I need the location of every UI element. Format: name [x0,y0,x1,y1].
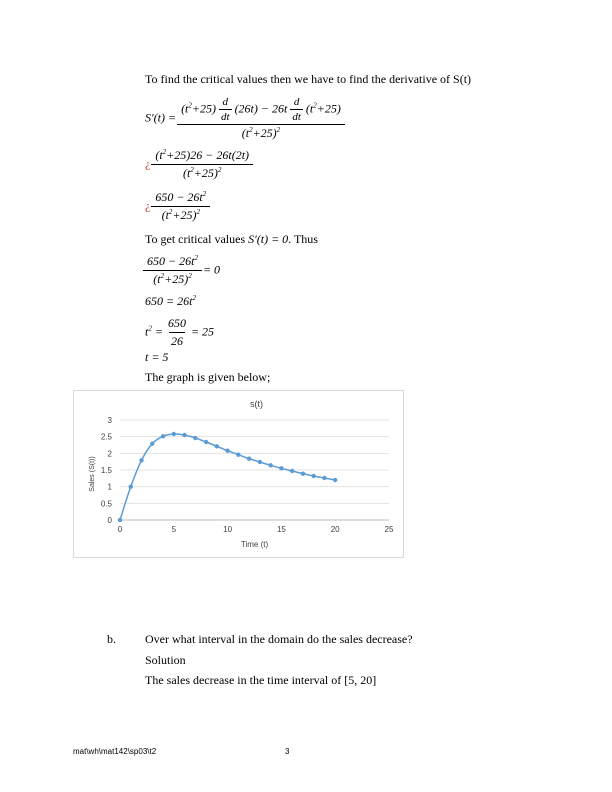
x-tick-label: 10 [223,525,233,534]
eq2-num-b: +25)26 − 26t(2t) [166,148,250,162]
eq2-fraction [153,148,251,181]
eq1-sq-3: 2 [249,126,253,134]
chart-svg [74,391,403,557]
data-point [236,452,240,456]
eq2-sq-1: 2 [162,148,167,156]
data-point [333,478,337,482]
eq1-d-dt-1 [219,96,232,123]
sales-chart [73,390,404,558]
eq1-num-a: (t [181,101,189,116]
eq4-fraction [145,254,200,287]
y-tick-label: 0 [107,516,112,525]
simplified-equation-2 [145,190,208,223]
eq3-sq-2: 2 [168,208,173,216]
data-point [182,433,186,437]
eq4-sq-3: 2 [188,272,192,280]
eq1-num-g: +25) [316,101,341,116]
eq3-sq-1: 2 [202,190,207,198]
data-point [129,484,133,488]
equation-t-squared [145,316,214,349]
eq5-text: 650 = 26t [145,294,193,308]
eq6-num: 650 [167,316,186,330]
eq1-den-a: (t [241,126,250,140]
eq4-den-b: +25) [164,272,189,286]
eq6-rhs: = 25 [190,324,215,339]
eq3-fraction [153,190,208,223]
x-tick-label: 15 [276,525,286,534]
eq6-sq: 2 [148,324,152,333]
eq2-sq-3: 2 [217,166,222,174]
y-tick-label: 2 [107,449,112,459]
y-tick-label: 0.5 [100,499,112,509]
data-point [268,463,272,467]
y-axis-label: Sales (S(t)) [89,456,96,492]
eq3-mark: ¿ [145,198,151,213]
data-point [322,476,326,480]
equation-650 [145,294,196,309]
data-point [215,444,219,448]
series-line [120,434,335,520]
data-point [247,456,251,460]
footer-path: mat\wh\mat142\sp03\t2 [73,747,157,756]
x-tick-label: 25 [384,525,394,534]
data-point [290,469,294,473]
data-point [301,471,305,475]
critical-text-a: To get critical values [145,232,246,246]
derivative-equation [145,96,343,141]
eq2-den-b: +25) [193,166,218,180]
y-tick-label: 2.5 [100,432,112,442]
eq3-den-b: +25) [172,208,197,222]
data-point [193,436,197,440]
x-tick-label: 0 [117,525,123,534]
data-point [118,518,122,522]
critical-expression: S′(t) = 0 [248,232,289,246]
zero-equation [145,254,220,287]
x-tick-label: 5 [171,525,177,534]
eq2-den-a: (t [182,166,191,180]
eq1-sq-4: 2 [276,126,281,134]
eq1-d-dt-2 [290,96,303,123]
eq4-sq-1: 2 [194,254,198,262]
part-b-question: Over what interval in the domain do the sales decrease? [145,632,413,646]
y-tick-label: 3 [107,416,112,425]
data-point [311,474,315,478]
eq4-num-a: 650 − 26t [147,254,195,268]
chart-title: s(t) [250,399,263,409]
eq1-num-f: (t [305,101,314,116]
eq4-sq-2: 2 [160,272,165,280]
solution-label: Solution [145,653,186,667]
eq1-fraction [179,96,343,141]
data-point [150,441,154,445]
data-point [139,458,143,462]
y-tick-label: 1.5 [100,466,112,475]
eq4-den-a: (t [153,272,161,286]
answer-text: The sales decrease in the time interval of [5, 20] [145,673,377,687]
eq2-sq-2: 2 [190,166,194,174]
eq1-d: d [222,96,229,108]
eq1-lhs: S′(t) = [145,110,177,125]
page-number: 3 [285,747,290,756]
eq1-dt: dt [221,111,230,123]
data-point [279,466,283,470]
eq6-equals: = [151,324,166,339]
eq1-d-2: d [293,96,300,108]
eq1-den-b: +25) [252,126,277,140]
eq6-lhs-t: t [145,324,149,339]
eq5-sq: 2 [192,294,196,302]
part-b-label: b. [107,632,116,646]
data-point [172,432,176,436]
x-axis-label: Time (t) [240,540,269,549]
intro-text: To find the critical values then we have to find the derivative of S(t) [145,72,472,86]
eq1-sq-1: 2 [188,101,192,110]
graph-intro-text: The graph is given below; [145,370,271,384]
eq2-num-a: (t [155,148,163,162]
y-tick-label: 1 [107,482,112,492]
simplified-equation-1 [145,148,251,181]
eq3-den-a: (t [161,208,169,222]
data-point [258,460,262,464]
eq6-fraction [166,316,188,349]
equation-t-equals-5: t = 5 [145,350,169,364]
eq3-num-a: 650 − 26t [155,190,203,204]
eq1-dt-2: dt [292,111,301,123]
data-point [225,448,229,452]
eq4-rhs: = 0 [202,262,221,277]
data-point [204,440,208,444]
critical-values-line [145,232,318,247]
eq1-num-b: +25) [191,101,216,116]
eq3-sq-3: 2 [196,208,201,216]
data-point [161,434,165,438]
critical-text-b: . Thus [288,232,318,246]
x-tick-label: 20 [330,525,340,534]
eq2-mark: ¿ [145,156,151,171]
eq1-num-e: (26t) − 26t [234,101,288,116]
eq1-sq-2: 2 [313,101,317,110]
eq6-den: 26 [170,334,183,348]
